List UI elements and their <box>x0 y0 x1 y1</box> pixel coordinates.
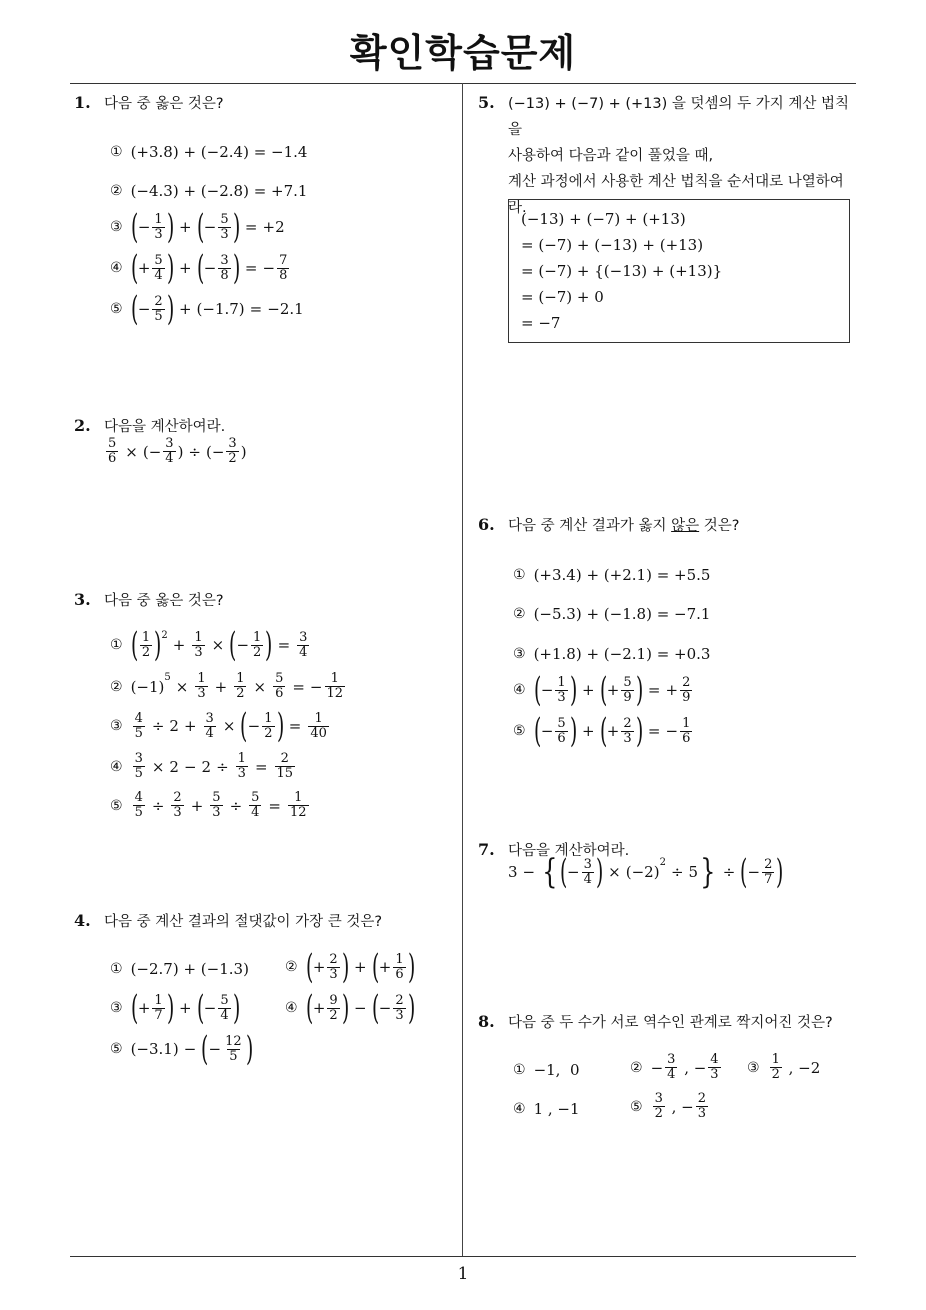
q3-option-1[interactable]: ① ( $\frac{1}{2}$ ) $^2$ + $\frac{1}{3}$ × ( − $\frac{1}{2}$ ) = $\frac{3}{4}$ <box>110 625 308 665</box>
q8-option-2[interactable]: ② − $\frac{3}{4}$ , − $\frac{4}{3}$ <box>630 1052 719 1082</box>
question-text-line: 사용하여 다음과 같이 풀었을 때, <box>508 148 714 164</box>
question-3 <box>74 587 224 614</box>
option-mark: ④ <box>110 260 123 276</box>
top-rule <box>70 83 856 84</box>
q1-option-2[interactable] <box>110 182 307 200</box>
math-expression: (+3.4) + (+2.1) = +5.5 <box>533 566 711 584</box>
solution-step: = (−7) + (−13) + (+13) <box>521 236 704 254</box>
option-mark: ④ <box>513 682 526 698</box>
math-expression: (−4.3) + (−2.8) = +7.1 <box>130 182 308 200</box>
question-text: 다음 중 두 수가 서로 역수인 관계로 짝지어진 것은? <box>508 1015 833 1031</box>
bottom-rule <box>70 1256 856 1257</box>
question-number: 2. <box>74 416 91 435</box>
question-text: 다음 중 계산 결과의 절댓값이 가장 큰 것은? <box>104 914 383 930</box>
question-number: 1. <box>74 93 91 112</box>
question-text: 다음을 계산하여라. <box>104 419 226 435</box>
option-mark: ① <box>110 961 123 977</box>
q8-option-3[interactable]: ③ $\frac{1}{2}$ , −2 <box>747 1052 821 1082</box>
q3-option-5[interactable]: ⑤ $\frac{4}{5}$ ÷ $\frac{2}{3}$ + $\frac{5}{3}$ ÷ $\frac{5}{4}$ = $\frac{1}{12}$ <box>110 790 307 820</box>
option-mark: ① <box>513 1062 526 1078</box>
q6-option-1[interactable] <box>513 566 710 584</box>
question-number: 6. <box>478 515 495 534</box>
question-4 <box>74 908 382 935</box>
solution-step: (−13) + (−7) + (+13) <box>521 210 686 228</box>
math-expression: (+1.8) + (−2.1) = +0.3 <box>533 645 711 663</box>
page-number: 1 <box>457 1264 469 1284</box>
solution-step: = (−7) + 0 <box>521 288 604 306</box>
math-expression: −1, 0 <box>533 1061 580 1079</box>
question-2 <box>74 413 225 440</box>
q3-option-3[interactable]: ③ $\frac{4}{5}$ ÷ 2 + $\frac{3}{4}$ × ( − $\frac{1}{2}$ ) = $\frac{1}{40}$ <box>110 706 327 746</box>
q8-option-1[interactable] <box>513 1061 580 1079</box>
q6-option-5[interactable]: ⑤ ( − $\frac{5}{6}$ ) + ( + $\frac{2}{3}$ ) = − $\frac{1}{6}$ <box>513 711 691 751</box>
option-mark: ⑤ <box>110 1041 123 1057</box>
q2-expression: $\frac{5}{6}$ × (− $\frac{3}{4}$ ) ÷ (− $\frac{3}{2}$ ) <box>108 436 247 466</box>
option-mark: ② <box>513 606 526 622</box>
option-mark: ⑤ <box>630 1098 643 1115</box>
question-text: 다음 중 옳은 것은? <box>104 593 224 609</box>
question-text: 것은? <box>699 518 740 534</box>
question-number: 3. <box>74 590 91 609</box>
page-title: 확인학습문제 <box>349 31 577 75</box>
underlined-word: 않은 <box>671 518 700 534</box>
column-divider <box>462 83 463 1257</box>
solution-step: = (−7) + {(−13) + (+13)} <box>521 262 723 280</box>
q1-option-4[interactable]: ④ ( + $\frac{5}{4}$ ) + ( − $\frac{3}{8}$ ) = − $\frac{7}{8}$ <box>110 248 288 288</box>
option-mark: ② <box>285 959 298 975</box>
q1-option-3[interactable]: ③ ( − $\frac{1}{3}$ ) + ( − $\frac{5}{3}$ ) = +2 <box>110 207 285 247</box>
option-mark: ② <box>110 183 123 199</box>
q6-option-3[interactable] <box>513 645 710 663</box>
q3-option-2[interactable]: ② (−1) $^5$ × $\frac{1}{3}$ + $\frac{1}{2}$ × $\frac{5}{6}$ = − $\frac{1}{12}$ <box>110 671 344 701</box>
option-mark: ③ <box>747 1059 760 1076</box>
question-text: 다음 중 옳은 것은? <box>104 96 224 112</box>
option-mark: ⑤ <box>110 301 123 317</box>
q4-option-3[interactable]: ③ ( + $\frac{1}{7}$ ) + ( − $\frac{5}{4}$ ) <box>110 988 240 1028</box>
q8-option-4[interactable] <box>513 1100 580 1118</box>
question-8 <box>478 1009 833 1036</box>
option-mark: ④ <box>513 1101 526 1117</box>
question-text-line: 계산 과정에서 사용한 계산 법칙을 순서대로 나열하여 <box>508 174 844 190</box>
question-6 <box>478 512 739 539</box>
q7-expression: 3 − { ( − $\frac{3}{4}$ ) × (−2) $^2$ ÷ 5 } ÷ ( − $\frac{2}{7}$ ) <box>508 852 784 892</box>
math-expression: (+3.8) + (−2.4) = −1.4 <box>130 143 308 161</box>
question-text: 다음 중 계산 결과가 옳지 <box>508 518 672 534</box>
q4-option-2[interactable]: ② ( + $\frac{2}{3}$ ) + ( + $\frac{1}{6}$ ) <box>285 947 415 987</box>
option-mark: ③ <box>110 718 123 734</box>
q1-option-1[interactable] <box>110 143 307 161</box>
solution-box <box>508 199 850 343</box>
question-number: 4. <box>74 911 91 930</box>
q6-option-2[interactable] <box>513 605 710 623</box>
option-mark: ② <box>110 678 123 695</box>
option-mark: ⑤ <box>513 723 526 739</box>
math-expression: 1 , −1 <box>533 1100 580 1118</box>
option-mark: ② <box>630 1059 643 1076</box>
option-mark: ① <box>110 144 123 160</box>
option-mark: ④ <box>110 758 123 775</box>
option-mark: ⑤ <box>110 797 123 814</box>
option-mark: ① <box>513 567 526 583</box>
question-text: 다음을 계산하여라. <box>508 843 630 859</box>
question-text-line: (−13) + (−7) + (+13) 을 덧셈의 두 가지 계산 법칙을 <box>508 96 849 138</box>
q4-option-5[interactable]: ⑤ (−3.1) − ( − $\frac{12}{5}$ ) <box>110 1029 253 1069</box>
option-mark: ③ <box>110 1000 123 1016</box>
question-number: 7. <box>478 840 495 859</box>
q6-option-4[interactable]: ④ ( − $\frac{1}{3}$ ) + ( + $\frac{5}{9}$ ) = + $\frac{2}{9}$ <box>513 670 691 710</box>
math-expression: (−5.3) + (−1.8) = −7.1 <box>533 605 711 623</box>
option-mark: ③ <box>513 646 526 662</box>
question-number: 8. <box>478 1012 495 1031</box>
question-text-line: 라. <box>508 200 527 216</box>
option-mark: ④ <box>285 1000 298 1016</box>
q1-option-5[interactable]: ⑤ ( − $\frac{2}{5}$ ) + (−1.7) = −2.1 <box>110 289 304 329</box>
q4-option-1[interactable] <box>110 960 249 978</box>
solution-step: = −7 <box>521 314 561 332</box>
math-expression: (−2.7) + (−1.3) <box>130 960 249 978</box>
q8-option-5[interactable]: ⑤ $\frac{3}{2}$ , − $\frac{2}{3}$ <box>630 1091 706 1121</box>
option-mark: ③ <box>110 219 123 235</box>
question-number: 5. <box>478 93 495 112</box>
option-mark: ① <box>110 637 123 653</box>
q3-option-4[interactable]: ④ $\frac{3}{5}$ × 2 − 2 ÷ $\frac{1}{3}$ = $\frac{2}{15}$ <box>110 751 294 781</box>
question-1 <box>74 90 224 117</box>
q4-option-4[interactable]: ④ ( + $\frac{9}{2}$ ) − ( − $\frac{2}{3}$ ) <box>285 988 415 1028</box>
